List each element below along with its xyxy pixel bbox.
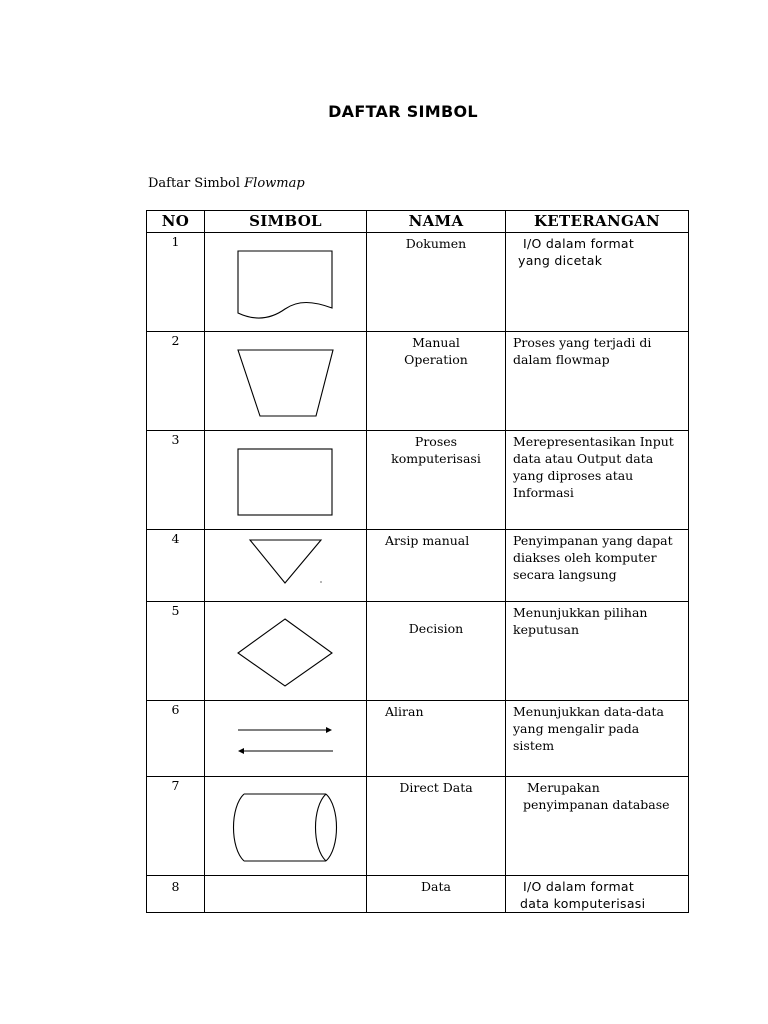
symbol-cell [205, 876, 367, 913]
caption-prefix: Daftar Simbol [148, 176, 241, 191]
keterangan-line: I/O dalam format [523, 236, 635, 251]
symbol-cell [205, 332, 367, 431]
row-number: 5 [147, 602, 205, 701]
keterangan-cell [506, 530, 689, 602]
keterangan-cell [506, 876, 689, 913]
table-row [147, 602, 689, 701]
row-number: 8 [147, 876, 205, 913]
nama-cell: Data [367, 876, 506, 913]
keterangan-line: Informasi [513, 485, 574, 500]
symbol-cell [205, 701, 367, 777]
keterangan-line: diakses oleh komputer [513, 550, 657, 565]
keterangan-cell [506, 431, 689, 530]
table-row [147, 777, 689, 876]
row-number: 3 [147, 431, 205, 530]
keterangan-line: yang mengalir pada sistem [513, 721, 640, 753]
process-symbol-icon [205, 431, 365, 528]
row-number: 1 [147, 233, 205, 332]
keterangan-line: penyimpanan database [523, 797, 670, 812]
table-row [147, 233, 689, 332]
keterangan-line: data atau Output data [513, 451, 654, 466]
table-caption [148, 176, 305, 191]
keterangan-line: Merepresentasikan Input [513, 434, 674, 449]
keterangan-line: I/O dalam format [523, 879, 635, 894]
keterangan-cell [506, 701, 689, 777]
manual-archive-symbol-icon [205, 530, 365, 600]
keterangan-line: dalam flowmap [513, 352, 610, 367]
keterangan-line: data komputerisasi [520, 896, 646, 911]
nama-line: komputerisasi [391, 451, 481, 466]
header-keterangan: KETERANGAN [506, 211, 689, 233]
symbol-cell [205, 431, 367, 530]
nama-cell [367, 332, 506, 431]
keterangan-cell [506, 777, 689, 876]
direct-data-symbol-icon [205, 777, 365, 874]
symbol-cell [205, 233, 367, 332]
keterangan-line: Penyimpanan yang dapat [513, 533, 673, 548]
nama-cell: Dokumen [367, 233, 506, 332]
nama-cell [367, 431, 506, 530]
nama-cell: Direct Data [367, 777, 506, 876]
nama-line: Manual [412, 335, 460, 350]
header-no: NO [147, 211, 205, 233]
row-number: 6 [147, 701, 205, 777]
nama-cell: Decision [367, 602, 506, 701]
symbol-cell [205, 777, 367, 876]
table-row [147, 530, 689, 602]
row-number: 7 [147, 777, 205, 876]
keterangan-line: Menunjukkan pilihan [513, 605, 648, 620]
manual-operation-symbol-icon [205, 332, 365, 429]
keterangan-line: Merupakan [527, 780, 600, 795]
keterangan-line: keputusan [513, 622, 580, 637]
keterangan-cell [506, 233, 689, 332]
header-simbol: SIMBOL [205, 211, 367, 233]
row-number: 2 [147, 332, 205, 431]
keterangan-line: yang dicetak [518, 253, 603, 268]
page-title: DAFTAR SIMBOL [328, 102, 478, 121]
nama-cell: Arsip manual [367, 530, 506, 602]
table-row [147, 876, 689, 913]
flow-arrows-symbol-icon [205, 701, 365, 775]
symbol-table [146, 210, 689, 913]
nama-cell: Aliran [367, 701, 506, 777]
symbol-cell [205, 602, 367, 701]
table-row [147, 701, 689, 777]
symbol-cell [205, 530, 367, 602]
keterangan-line: yang diproses atau [513, 468, 634, 483]
row-number: 4 [147, 530, 205, 602]
table-row [147, 332, 689, 431]
document-symbol-icon [205, 233, 365, 330]
keterangan-line: secara langsung [513, 567, 617, 582]
keterangan-cell [506, 602, 689, 701]
keterangan-cell [506, 332, 689, 431]
keterangan-line: Menunjukkan data-data [513, 704, 664, 719]
decision-symbol-icon [205, 602, 365, 699]
table-row [147, 431, 689, 530]
header-nama: NAMA [367, 211, 506, 233]
table-header-row [147, 211, 689, 233]
nama-line: Operation [404, 352, 468, 367]
caption-italic: Flowmap [244, 176, 305, 191]
keterangan-line: Proses yang terjadi di [513, 335, 652, 350]
nama-line: Proses [414, 434, 458, 449]
